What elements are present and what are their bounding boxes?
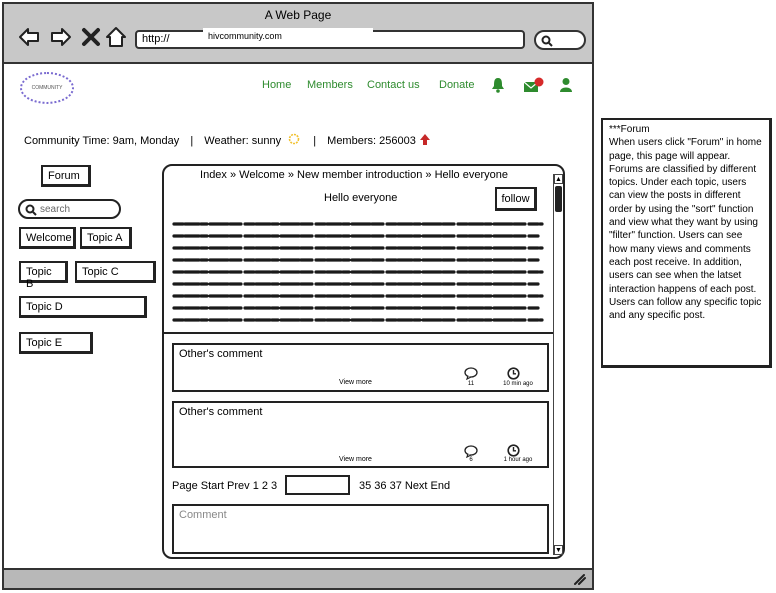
comment-bubble-icon [464, 367, 478, 380]
community-info-bar [24, 131, 431, 150]
comment-time: 1 hour ago [503, 457, 533, 463]
comment-time: 10 min ago [503, 381, 533, 387]
comment-count: 6 [469, 457, 473, 463]
nav-contact-link[interactable]: Contact us [367, 79, 420, 91]
browser-window [2, 2, 594, 590]
scroll-up-arrow-icon[interactable]: ▲ [555, 175, 562, 183]
home-icon[interactable] [105, 26, 127, 48]
mail-icon[interactable] [523, 77, 545, 97]
topic-e[interactable]: Topic E [19, 332, 93, 354]
user-icon[interactable] [559, 77, 573, 96]
post-panel [162, 164, 565, 559]
topic-a[interactable]: Topic A [80, 227, 132, 249]
clock-icon [507, 367, 520, 380]
view-more-link[interactable]: View more [339, 379, 372, 386]
info-separator: | [313, 135, 317, 147]
topic-c[interactable]: Topic C [75, 261, 156, 283]
back-arrow-icon[interactable] [18, 26, 40, 48]
resize-grip-icon[interactable] [572, 573, 586, 585]
browser-chrome [4, 4, 592, 64]
post-body-scribble [170, 216, 546, 330]
scroll-down-arrow-icon[interactable]: ▼ [555, 546, 562, 554]
weather-text: Weather: sunny [204, 135, 282, 147]
nav-donate-link[interactable]: Donate [439, 79, 475, 91]
follow-button[interactable]: follow [495, 187, 537, 211]
magnifier-icon [541, 35, 553, 47]
info-separator: | [190, 135, 194, 147]
search-placeholder: search [40, 204, 71, 215]
pager-right[interactable]: 35 36 37 Next End [359, 480, 451, 492]
annotation-text: ***Forum When users click "Forum" in home page, this page will appear. Forums are classified by different topics. Under each topic, users can view the posts in different order by using the "sort" function and view what they want by using "filter" function. Users can see how many views and comments each post receive. In addition, users can see when the latset interaction happens of each post. Users can follow any specific topic and any specific post. [609, 124, 762, 322]
scroll-thumb[interactable] [555, 186, 562, 212]
search-icon [25, 204, 37, 216]
comment-input[interactable]: Comment [172, 504, 549, 554]
topic-welcome[interactable]: Welcome [19, 227, 76, 249]
forum-button[interactable]: Forum [41, 165, 91, 187]
page-number-input[interactable] [285, 475, 350, 495]
sun-icon [286, 131, 302, 150]
close-x-icon[interactable] [80, 26, 102, 48]
comment-author: Other's comment [179, 406, 263, 418]
browser-search-box[interactable] [534, 30, 586, 50]
comment-card[interactable] [172, 343, 549, 392]
breadcrumb[interactable]: Index » Welcome » New member introduction » Hello everyone [200, 169, 508, 181]
community-time: Community Time: 9am, Monday [24, 135, 180, 147]
address-bar[interactable] [135, 30, 525, 49]
pager-left[interactable]: Page Start Prev 1 2 3 [172, 480, 278, 492]
annotation-note [601, 118, 772, 368]
comment-count: 11 [467, 381, 475, 387]
post-divider [164, 332, 553, 334]
community-logo[interactable]: COMMUNITY [20, 72, 74, 104]
url-host: hivcommunity.com [203, 28, 373, 46]
comment-card[interactable] [172, 401, 549, 468]
members-count: Members: 256003 [327, 135, 416, 147]
comment-author: Other's comment [179, 348, 263, 360]
status-bar [4, 568, 592, 588]
view-more-link[interactable]: View more [339, 456, 372, 463]
up-arrow-icon [419, 133, 431, 149]
nav-home-link[interactable]: Home [262, 79, 292, 91]
clock-icon [507, 444, 520, 457]
window-title: A Web Page [264, 8, 332, 22]
sidebar-search-input[interactable] [18, 199, 121, 219]
nav-members-link[interactable]: Members [307, 79, 353, 91]
topic-d[interactable]: Topic D [19, 296, 147, 318]
bell-icon[interactable] [491, 77, 505, 96]
url-protocol: http:// [142, 33, 170, 45]
forward-arrow-icon[interactable] [50, 26, 72, 48]
post-title: Hello everyone [324, 192, 398, 204]
topic-b[interactable]: Topic B [19, 261, 68, 283]
scrollbar[interactable] [553, 174, 563, 555]
